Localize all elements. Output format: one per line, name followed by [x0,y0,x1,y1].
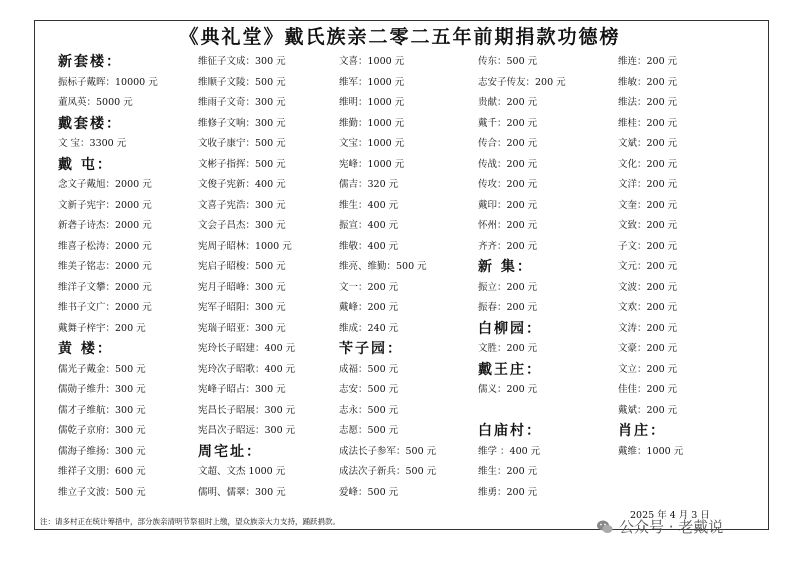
donor-entry: 儒义：200 元 [478,384,538,395]
donor-entry: 怀州：200 元 [478,220,538,231]
donor-entry: 维美子铭志：2000 元 [58,261,152,272]
donor-entry: 成福：500 元 [339,363,399,375]
donor-entry: 念文子戴旭：2000 元 [58,179,152,190]
donor-entry: 传东：500 元 [478,56,538,67]
village-heading: 黄 楼： [58,341,113,357]
donor-entry: 宪昌次子昭远：300 元 [198,425,296,436]
donor-entry: 宪峰子昭占：300 元 [198,384,286,395]
donor-entry: 新砻子诗杰：2000 元 [58,220,152,231]
donor-entry: 儒吉：320 元 [339,179,399,190]
donor-entry: 维敬：400 元 [339,240,399,252]
donor-entry: 文致：200 元 [618,220,678,231]
column-2 [198,52,295,503]
donor-entry: 维亮、维勤：500 元 [339,261,427,272]
donor-entry: 宪月子昭峰：300 元 [198,281,286,293]
footer-note: 注：请多村正在统计筹措中，部分族亲清明节祭祖时上缴，望众族亲大力支持，踊跃捐款。 [40,517,340,526]
donor-entry: 宪峰：1000 元 [339,158,405,170]
donor-entry: 志安：500 元 [339,384,399,395]
donor-entry: 爱峰：500 元 [339,486,399,498]
donor-entry: 维雨子文奇：300 元 [198,97,286,108]
donor-entry: 儒才子维航：300 元 [58,404,146,416]
donor-entry: 维连：200 元 [618,56,678,67]
donor-entry: 维生：200 元 [478,466,538,477]
donor-entry: 文一：200 元 [339,281,399,293]
donor-entry: 齐齐：200 元 [478,240,538,252]
donor-entry: 维修子文响：300 元 [198,117,286,129]
page-title: 《典礼堂》戴氏族亲二零二五年前期捐款功德榜 [179,26,621,48]
donor-entry: 儒乾子京府：300 元 [58,425,146,436]
donor-entry: 文收子康宁：500 元 [198,138,286,149]
donor-entry: 成法次子新兵：500 元 [339,466,437,477]
donor-entry: 儒勋子维升：300 元 [58,384,146,395]
village-heading: 肖庄： [618,423,666,439]
donor-entry: 维军：1000 元 [339,76,405,88]
donor-entry: 维洋子文攀：2000 元 [58,281,152,293]
donor-entry: 维立子文波：500 元 [58,486,146,498]
donor-entry: 维桂：200 元 [618,117,678,129]
donor-entry: 振春：200 元 [478,302,538,313]
donor-entry: 志永：500 元 [339,404,399,416]
donor-entry: 儒明、儒翠：300 元 [198,486,286,498]
donor-entry: 宪军子昭阳：300 元 [198,302,286,313]
wechat-icon [596,518,614,536]
village-heading: 戴 屯： [58,156,113,173]
donor-entry: 戴舞子梓宇：200 元 [58,322,146,334]
donor-entry: 维喜子松涛：2000 元 [58,240,152,252]
village-heading: 新 集： [478,259,533,275]
donor-entry: 维学 ：400 元 [478,445,541,457]
donor-entry: 维书子文广：2000 元 [58,302,152,313]
column-5 [618,52,683,462]
donor-entry: 文胜：200 元 [478,343,538,354]
donor-entry: 志愿：500 元 [339,425,399,436]
donor-entry: 文元：200 元 [618,261,678,272]
donor-entry: 文 宝：3300 元 [58,138,127,149]
donor-entry: 维敏：200 元 [618,76,678,88]
donor-entry: 戴斌：200 元 [618,404,678,416]
column-4 [478,52,566,503]
watermark [596,516,723,537]
donor-entry: 传战：200 元 [478,158,538,170]
document-date: 2025 年 4 月 3 日 [630,510,710,521]
donor-entry: 戴峰：200 元 [339,302,399,313]
donor-entry: 戴千：200 元 [478,117,538,129]
donor-entry: 宪瑞子昭亚：300 元 [198,322,286,334]
donor-entry: 振宣：400 元 [339,220,399,231]
column-1 [58,52,158,503]
donor-entry: 文波：200 元 [618,281,678,293]
donor-entry: 维勤：1000 元 [339,117,405,129]
donor-entry: 文欢：200 元 [618,302,678,313]
donor-entry: 文立：200 元 [618,363,678,375]
donor-entry: 文彬子指挥：500 元 [198,158,286,170]
donor-entry: 维成：240 元 [339,322,399,334]
donor-entry: 董凤英：5000 元 [58,97,133,108]
donor-entry: 维生：400 元 [339,199,399,211]
donor-entry: 宪周子昭林：1000 元 [198,240,292,252]
village-heading: 苄子园： [339,341,403,357]
donor-entry: 文豪：200 元 [618,343,678,354]
spacer [478,401,566,422]
donor-entry: 佳佳：200 元 [618,384,678,395]
village-heading: 周宅址： [198,443,262,460]
donor-entry: 文洋：200 元 [618,179,678,190]
donor-entry: 振标子戴晖：10000 元 [58,76,158,88]
donor-entry: 文斌：200 元 [618,138,678,149]
village-heading: 新套楼： [58,54,122,70]
donor-entry: 文化：200 元 [618,158,678,170]
donor-entry: 维祥子文朋：600 元 [58,466,146,477]
donor-entry: 宪玲长子昭建：400 元 [198,343,296,354]
donor-entry: 文宝：1000 元 [339,138,405,149]
donor-entry: 维明：1000 元 [339,97,405,108]
donor-entry: 宪玲次子昭歌：400 元 [198,363,296,375]
donor-entry: 宪启子昭梭：500 元 [198,261,286,272]
donor-entry: 传攻：200 元 [478,179,538,190]
watermark-text: 公众号 · 老戴说 [619,518,724,536]
donor-entry: 贵献：200 元 [478,97,538,108]
donor-entry: 文涛：200 元 [618,322,678,334]
donor-entry: 戴印：200 元 [478,199,538,211]
donor-entry: 文喜：1000 元 [339,56,405,67]
donor-entry: 维勇：200 元 [478,486,538,498]
donor-entry: 维顺子文陵：500 元 [198,76,286,88]
donor-entry: 文奎：200 元 [618,199,678,211]
village-heading: 戴套楼： [58,115,122,132]
donor-entry: 维法：200 元 [618,97,678,108]
donor-entry: 子文：200 元 [618,240,678,252]
donor-entry: 儒海子维扬：300 元 [58,445,146,457]
donor-entry: 维征子文成：300 元 [198,56,286,67]
village-heading: 戴王庄： [478,361,542,378]
donor-entry: 成法长子参军：500 元 [339,445,437,457]
donor-entry: 戴维：1000 元 [618,445,684,457]
donor-entry: 文超、文杰 1000 元 [198,466,286,477]
donor-entry: 传合：200 元 [478,138,538,149]
donor-entry: 文俊子宪新：400 元 [198,179,286,190]
donor-entry: 文喜子宪浩：300 元 [198,199,286,211]
village-heading: 白柳园： [478,320,542,337]
donor-entry: 振立：200 元 [478,281,538,293]
donor-entry: 文会子昌杰：300 元 [198,220,286,231]
column-3 [339,52,436,503]
donor-entry: 志安子传友：200 元 [478,76,566,88]
donor-entry: 宪昌长子昭展：300 元 [198,404,296,416]
donor-entry: 儒光子戴金：500 元 [58,363,146,375]
village-heading: 白庙村： [478,423,542,439]
donor-entry: 文新子宪宇：2000 元 [58,199,152,211]
